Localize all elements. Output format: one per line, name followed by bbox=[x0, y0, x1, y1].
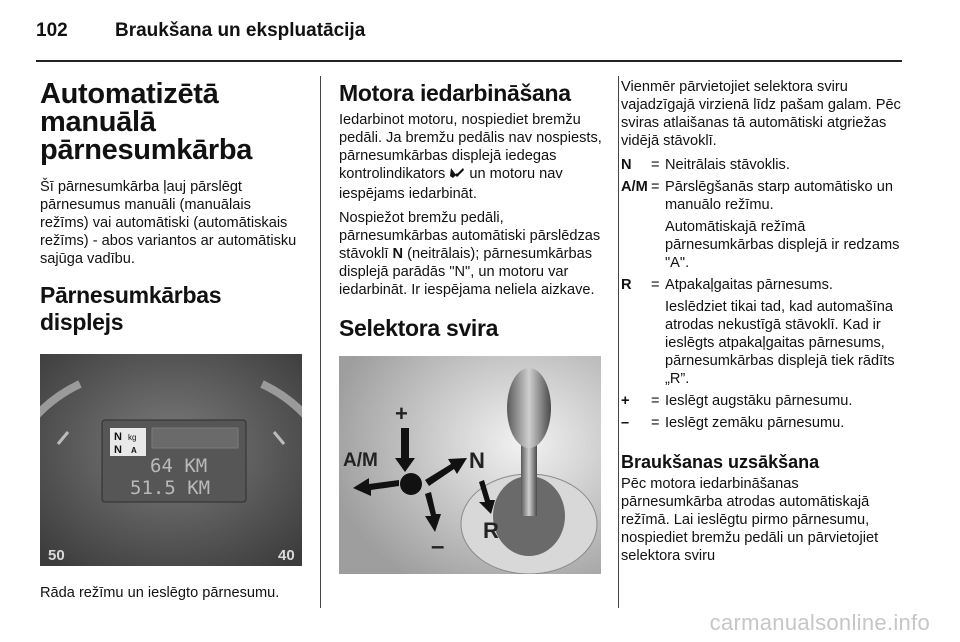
intro-paragraph: Šī pārnesumkārba ļauj pārslēgt pārnesumus manuāli (manuālais režīms) vai automātiski (automātiskais režīms) - abos variantos ar automātisku sajūga vadību. bbox=[40, 179, 297, 267]
plus-label: + bbox=[395, 401, 408, 426]
neutral-paragraph bbox=[339, 209, 603, 299]
header-rule bbox=[36, 60, 902, 62]
reverse-label: R bbox=[483, 518, 499, 543]
page-header bbox=[36, 14, 902, 48]
selector-lever-figure bbox=[339, 356, 601, 574]
entry-equals: = bbox=[651, 179, 660, 195]
entry-text: Neitrālais stāvoklis. bbox=[665, 157, 790, 173]
svg-text:N: N bbox=[114, 431, 122, 443]
selector-intro: Vienmēr pārvietojiet selektora sviru vajadzīgajā virzienā līdz pašam galam. Pēc sviras atlaišanas tā automātiski atgriežas vidējā stāvoklī. bbox=[621, 79, 901, 149]
engine-start-paragraph bbox=[339, 111, 603, 203]
watermark: carmanualsonline.info bbox=[709, 610, 930, 635]
entry-equals: = bbox=[651, 393, 660, 409]
transmission-display-figure bbox=[40, 354, 302, 566]
entry-text: Ieslēgt zemāku pārnesumu. bbox=[665, 415, 845, 431]
entry-equals: = bbox=[651, 157, 660, 173]
entry-equals: = bbox=[651, 277, 660, 293]
brake-warning-icon bbox=[449, 166, 465, 185]
column-1 bbox=[40, 70, 302, 608]
minus-label: – bbox=[431, 533, 445, 560]
engine-start-text: Iedarbinot motoru, nospiediet bremžu pedāli. Ja bremžu pedālis nav nospiests, pārnesumkārbas displejā iedegas kontrolindikators bbox=[339, 112, 602, 182]
entry-key: N bbox=[621, 157, 632, 173]
neutral-text: Nospiežot bremžu pedāli, pārnesumkārbas automātiski pārslēdzas stāvoklī bbox=[339, 210, 601, 262]
column-2 bbox=[339, 70, 603, 574]
neutral-letter: N bbox=[392, 246, 404, 262]
drive-off-heading: Braukšanas uzsākšana bbox=[621, 452, 820, 472]
column-divider bbox=[320, 76, 321, 608]
neutral-label: N bbox=[469, 448, 485, 473]
engine-start-heading: Motora iedarbināšana bbox=[339, 80, 571, 106]
am-label: A/M bbox=[343, 450, 378, 471]
entry-text: Ieslēgt augstāku pārnesumu. bbox=[665, 393, 853, 409]
entry-text: Ieslēdziet tikai tad, kad automašīna atrodas nekustīgā stāvoklī. Kad ir ieslēgts atpakaļgaitas pārnesums, pārnesumkārbas displejā tiek rādīts „R”. bbox=[665, 299, 895, 387]
entry-key bbox=[621, 298, 651, 392]
entry-key: R bbox=[621, 277, 632, 293]
display-line-1: 64 KM bbox=[150, 455, 208, 477]
svg-text:N: N bbox=[114, 444, 122, 456]
entry-equals bbox=[651, 218, 665, 276]
page-number: 102 bbox=[36, 20, 68, 41]
display-line-2: 51.5 KM bbox=[130, 477, 211, 499]
kg-indicator: kg bbox=[128, 433, 137, 442]
engine-start-text-end: un motoru nav iespējams iedarbināt. bbox=[339, 166, 563, 202]
neutral-text-end: (neitrālais); pārnesumkārbas displejā parādās "N", un motoru var iedarbināt. Ir iespējama neliela aizkave. bbox=[339, 246, 595, 298]
page-title: Automatizētā manuālā pārnesumkārba bbox=[40, 78, 253, 166]
column-3 bbox=[621, 70, 903, 571]
entry-equals bbox=[651, 298, 665, 392]
entry-text: Atpakaļgaitas pārnesums. bbox=[665, 277, 833, 293]
selector-positions-list bbox=[621, 156, 903, 436]
section-title: Braukšana un ekspluatācija bbox=[115, 20, 366, 41]
entry-text: Pārslēgšanās starp automātisko un manuālo režīmu. bbox=[665, 179, 893, 213]
entry-key: + bbox=[621, 393, 630, 409]
column-divider bbox=[618, 76, 619, 608]
entry-equals: = bbox=[651, 415, 660, 431]
entry-text: Automātiskajā režīmā pārnesumkārbas displejā ir redzams "A". bbox=[665, 219, 900, 271]
entry-key: – bbox=[621, 415, 630, 431]
entry-key bbox=[621, 218, 651, 276]
entry-key: A/M bbox=[621, 179, 648, 195]
scale-right-label: 40 bbox=[278, 547, 295, 564]
drive-off-paragraph: Pēc motora iedarbināšanas pārnesumkārba atrodas automātiskajā režīmā. Lai ieslēgtu pirmo pārnesumu, nospiediet bremžu pedāli un pārvietojiet selektora sviru bbox=[621, 476, 879, 564]
scale-left-label: 50 bbox=[48, 547, 65, 564]
auto-indicator: A bbox=[131, 446, 137, 455]
selector-heading: Selektora svira bbox=[339, 315, 499, 341]
display-heading: Pārnesumkārbas displejs bbox=[40, 282, 222, 335]
display-caption: Rāda režīmu un ieslēgto pārnesumu. bbox=[40, 585, 280, 601]
